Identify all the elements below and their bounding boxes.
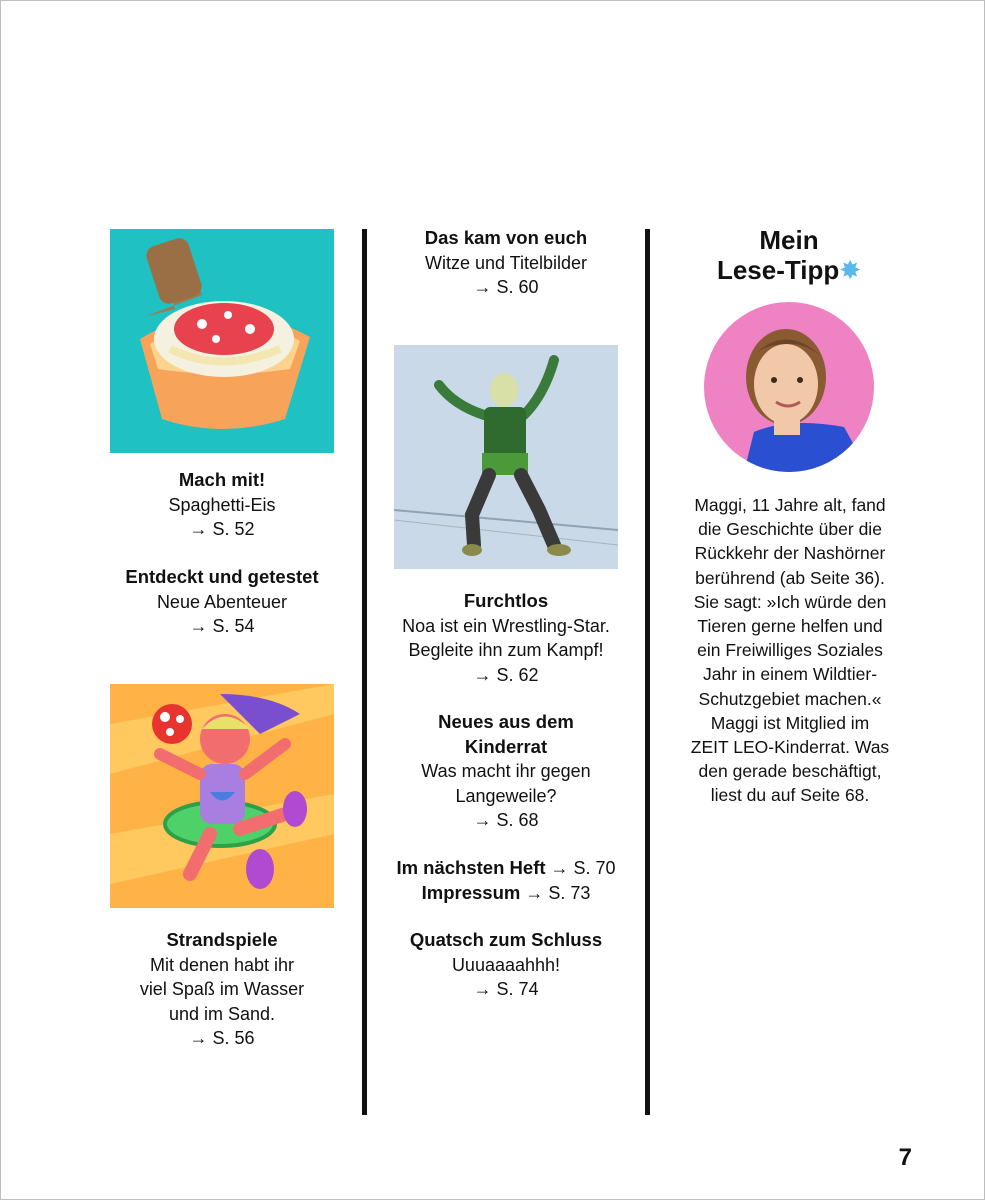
- heading-line: Lese-Tipp: [716, 255, 840, 285]
- entry-title: Neues aus dem: [438, 711, 574, 732]
- text-line: Tieren gerne helfen und: [697, 616, 883, 637]
- entry-page-ref[interactable]: → S. 56: [189, 1028, 255, 1048]
- entry-das-kam-von-euch: [381, 226, 631, 300]
- entry-page-ref[interactable]: → S. 73: [520, 882, 591, 903]
- entry-line: Mit denen habt ihr: [149, 954, 295, 975]
- text-line: die Geschichte über die: [698, 519, 882, 540]
- entry-title: Entdeckt und getestet: [125, 566, 319, 587]
- spaghetti-eis-image: [110, 229, 334, 453]
- text-line: Rückkehr der Nashörner: [694, 543, 886, 564]
- avatar: [704, 302, 874, 472]
- wrestler-photo: [394, 345, 618, 569]
- entry-naechstes-heft: [381, 856, 631, 905]
- text-line: Schutzgebiet machen.«: [698, 688, 882, 709]
- entry-line: Noa ist ein Wrestling-Star.: [402, 615, 610, 636]
- entry-line: Begleite ihn zum Kampf!: [408, 640, 604, 660]
- entry-title: Kinderrat: [464, 735, 548, 757]
- text-line: ZEIT LEO-Kinderrat. Was: [690, 737, 890, 758]
- entry-line: Langeweile?: [455, 785, 557, 806]
- column-divider-left: [362, 229, 367, 1115]
- entry-title: Das kam von euch: [424, 227, 588, 248]
- entry-title: Impressum: [421, 881, 521, 903]
- entry-kinderrat: [381, 710, 631, 833]
- heading-line: Mein: [759, 225, 819, 255]
- entry-subtitle: Witze und Titelbilder: [424, 252, 588, 273]
- entry-line: Was macht ihr gegen: [421, 761, 591, 781]
- entry-strandspiele: [110, 928, 334, 1051]
- star-icon: ✸: [839, 255, 862, 285]
- entry-page-ref[interactable]: → S. 74: [473, 979, 539, 999]
- entry-page-ref[interactable]: → S. 60: [473, 277, 539, 297]
- text-line: ein Freiwilliges Soziales: [697, 640, 883, 661]
- entry-line: viel Spaß im Wasser: [139, 979, 305, 999]
- entry-page-ref[interactable]: → S. 52: [189, 519, 255, 539]
- entry-subtitle: Neue Abenteuer: [156, 591, 288, 612]
- entry-page-ref[interactable]: → S. 70: [545, 858, 616, 878]
- entry-title: Furchtlos: [463, 590, 549, 611]
- lese-tipp-text: [677, 493, 903, 808]
- entry-title: Im nächsten Heft: [396, 857, 546, 878]
- lese-tipp-heading: [701, 225, 877, 285]
- column-divider-right: [645, 229, 650, 1115]
- entry-line: und im Sand.: [168, 1003, 276, 1024]
- entry-page-ref[interactable]: → S. 54: [189, 616, 255, 636]
- text-line: Maggi, 11 Jahre alt, fand: [694, 495, 886, 515]
- entry-title: Mach mit!: [178, 469, 266, 490]
- text-line: den gerade beschäftigt,: [698, 761, 882, 782]
- entry-page-ref[interactable]: → S. 68: [473, 810, 539, 830]
- entry-quatsch: [381, 928, 631, 1002]
- text-line: Jahr in einem Wildtier-: [702, 664, 878, 685]
- entry-entdeckt: [101, 565, 343, 639]
- page-number: 7: [898, 1144, 912, 1171]
- text-line: Sie sagt: »Ich würde den: [693, 591, 887, 612]
- entry-title: Strandspiele: [166, 929, 278, 950]
- entry-subtitle: Uuuaaaahhh!: [451, 954, 561, 975]
- text-line: Maggi ist Mitglied im: [710, 712, 870, 733]
- entry-page-ref[interactable]: → S. 62: [473, 664, 539, 685]
- text-line: berührend (ab Seite 36).: [695, 567, 885, 588]
- entry-mach-mit: [110, 468, 334, 542]
- entry-subtitle: Spaghetti-Eis: [168, 494, 276, 515]
- text-line: liest du auf Seite 68.: [710, 785, 870, 806]
- entry-furchtlos: [381, 589, 631, 687]
- entry-title: Quatsch zum Schluss: [409, 929, 603, 950]
- strandspiele-illustration: [110, 684, 334, 908]
